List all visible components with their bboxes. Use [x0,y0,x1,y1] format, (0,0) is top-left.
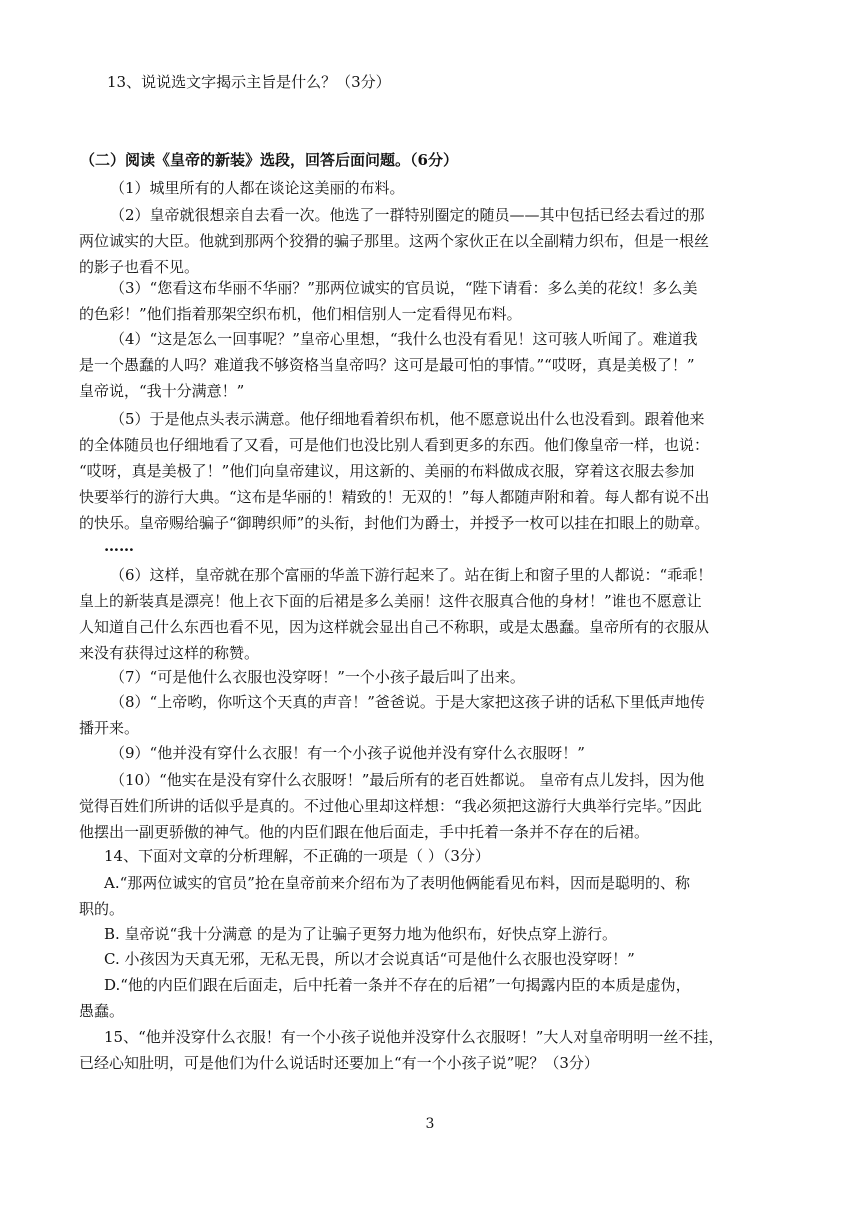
passage-line: （1）城里所有的人都在谈论这美丽的布料。 [110,179,405,197]
section-title: （二）阅读《皇帝的新装》选段，回答后面问题。（6分） [80,151,458,169]
passage-line: 来没有获得过这样的称赞。 [79,644,260,662]
passage-line: 的全体随员也仔细地看了又看，可是他们也没比别人看到更多的东西。他们像皇帝一样，也说： [79,436,710,454]
option-d-cont: 愚蠢。 [79,1002,125,1020]
passage-line: 快要举行的游行大典。“这布是华丽的！精致的！无双的！”每人都随声附和着。每人都有说不出 [79,488,710,506]
option-b: B. 皇帝说“我十分满意 的是为了让骗子更努力地为他织布，好快点穿上游行。 [104,925,617,943]
passage-line: 的影子也看不见。 [79,258,200,276]
passage-line: （8）“上帝哟，你听这个天真的声音！”爸爸说。于是大家把这孩子讲的话私下里低声地传 [110,693,705,711]
passage-line: （2）皇帝就很想亲自去看一次。他选了一群特别圈定的随员——其中包括已经去看过的那 [110,206,705,224]
passage-line: 的快乐。皇帝赐给骗子“御聘织师”的头衔，封他们为爵士，并授予一枚可以挂在扣眼上的勋章。 [79,514,710,532]
passage-line: （3）“您看这布华丽不华丽？”那两位诚实的官员说，“陛下请看：多么美的花纹！多么美 [110,279,698,297]
passage-line: （9）“他并没有穿什么衣服！有一个小孩子说他并没有穿什么衣服呀！” [110,744,585,762]
passage-line: 是一个愚蠢的人吗？难道我不够资格当皇帝吗？这可是最可怕的事情。”“哎呀，真是美极了！” [79,356,695,374]
passage-line: 他摆出一副更骄傲的神气。他的内臣们跟在他后面走，手中托着一条并不存在的后裙。 [79,823,650,841]
question-13: 13、说说选文字揭示主旨是什么？（3分） [107,73,391,91]
passage-line: （5）于是他点头表示满意。他仔细地看着织布机，他不愿意说出什么也没看到。跟着他来 [110,410,705,428]
passage-ellipsis: …… [104,537,134,555]
question-15: 15、“他并没穿什么衣服！有一个小孩子说他并没穿什么衣服呀！”大人对皇帝明明一丝不挂， [104,1028,724,1046]
passage-line: （10）“他实在是没有穿什么衣服呀！”最后所有的老百姓都说。 皇帝有点儿发抖，因为他 [110,771,705,789]
passage-line: 两位诚实的大臣。他就到那两个狡猾的骗子那里。这两个家伙正在以全副精力织布，但是一根丝 [79,232,710,250]
passage-line: “哎呀，真是美极了！”他们向皇帝建议，用这新的、美丽的布料做成衣服，穿着这衣服去参加 [79,462,695,480]
passage-line: 觉得百姓们所讲的话似乎是真的。不过他心里却这样想：“我必须把这游行大典举行完毕。”因此 [79,797,702,815]
passage-line: 人知道自己什么东西也看不见，因为这样就会显出自己不称职，或是太愚蠢。皇帝所有的衣服从 [79,618,710,636]
option-a: A.“那两位诚实的官员”抢在皇帝前来介绍布为了表明他俩能看见布料，因而是聪明的、称 [104,874,690,892]
question-15-cont: 已经心知肚明，可是他们为什么说话时还要加上“有一个小孩子说”呢？（3分） [79,1054,599,1072]
passage-line: （7）“可是他什么衣服也没穿呀！”一个小孩子最后叫了出来。 [110,668,525,686]
option-c: C. 小孩因为天真无邪，无私无畏，所以才会说真话“可是他什么衣服也没穿呀！” [104,950,635,968]
question-14: 14、下面对文章的分析理解，不正确的一项是（ ）（3分） [104,847,490,865]
passage-line: 播开来。 [79,719,140,737]
passage-line: 皇上的新装真是漂亮！他上衣下面的后裙是多么美丽！这件衣服真合他的身材！”谁也不愿意让 [79,592,702,610]
passage-line: （4）“这是怎么一回事呢？”皇帝心里想，“我什么也没有看见！这可骇人听闻了。难道我 [110,330,698,348]
option-d: D.“他的内臣们跟在后面走，后中托着一条并不存在的后裙”一句揭露内臣的本质是虚伪， [104,976,691,994]
page-number: 3 [425,1116,435,1132]
passage-line: 皇帝说，“我十分满意！” [79,382,245,400]
option-a-cont: 职的。 [79,900,125,918]
passage-line: （6）这样，皇帝就在那个富丽的华盖下游行起来了。站在街上和窗子里的人都说：“乖乖！ [110,566,713,584]
passage-line: 的色彩！”他们指着那架空织布机，他们相信别人一定看得见布料。 [79,305,522,323]
